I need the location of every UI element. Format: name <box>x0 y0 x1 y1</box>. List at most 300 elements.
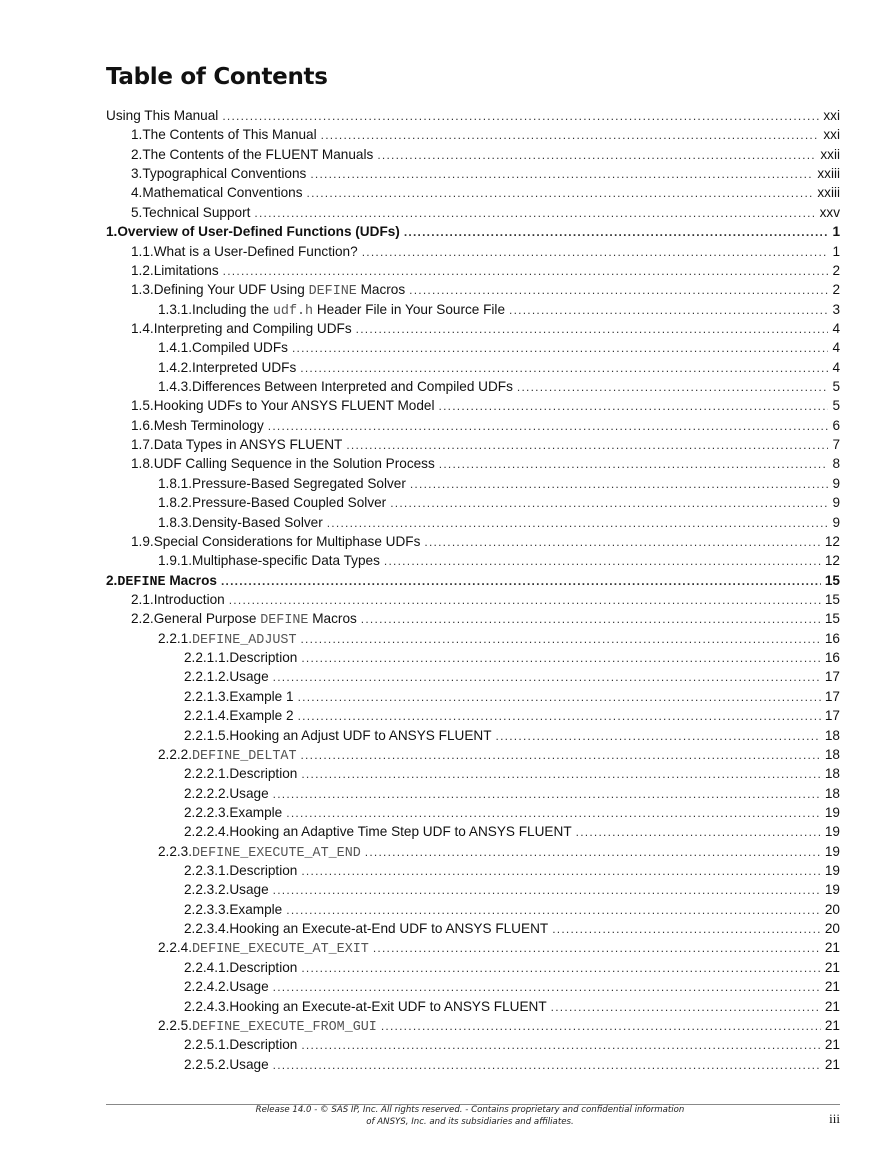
toc-entry-label: Mathematical Conventions <box>142 185 303 201</box>
toc-entry-page: 18 <box>824 785 840 801</box>
toc-entry-title <box>154 592 225 607</box>
toc-entry[interactable] <box>184 960 840 979</box>
toc-entry-number: 1.8.3. <box>158 514 193 530</box>
toc-entry-label: Usage <box>229 669 269 685</box>
footer-notice-line2: of ANSYS, Inc. and its subsidiaries and affiliates. <box>366 1116 574 1127</box>
toc-entry[interactable] <box>158 844 840 863</box>
toc-entry-label: Hooking an Execute-at-End UDF to ANSYS FLUENT <box>229 921 549 937</box>
toc-entry-number: 2.2.1.2. <box>184 669 230 685</box>
toc-entry-title <box>229 824 571 839</box>
toc-entry-label-suffix: Header File in Your Source File <box>313 301 506 317</box>
toc-entry-label: Hooking an Adaptive Time Step UDF to ANSYS FLUENT <box>229 824 572 840</box>
toc-dot-leader <box>327 516 829 530</box>
toc-entry-title <box>192 940 369 957</box>
toc-dot-leader <box>221 574 821 588</box>
toc-entry-page: 4 <box>832 340 840 356</box>
toc-dot-leader <box>410 477 829 491</box>
toc-dot-leader <box>404 225 829 239</box>
toc-entry-page: 1 <box>832 243 840 259</box>
toc-entry-number: 2.2.3.4. <box>184 921 230 937</box>
toc-entry-label: Pressure-Based Segregated Solver <box>192 475 406 491</box>
toc-entry-title <box>142 166 306 181</box>
toc-entry-page: 12 <box>824 553 840 569</box>
toc-entry-page: xxi <box>823 127 840 143</box>
toc-entry-page: 17 <box>824 688 840 704</box>
toc-dot-leader <box>384 554 821 568</box>
toc-entry-label: Usage <box>229 785 269 801</box>
toc-entry-title <box>229 863 297 878</box>
toc-dot-leader <box>552 922 821 936</box>
toc-entry-page: 5 <box>832 379 840 395</box>
toc-entry-page: 2 <box>832 262 840 278</box>
toc-dot-leader <box>268 419 829 433</box>
toc-entry-label: Limitations <box>153 262 219 278</box>
toc-dot-leader <box>509 303 828 317</box>
toc-entry-label: General Purpose <box>153 611 261 627</box>
toc-entry-label: Usage <box>229 1056 269 1072</box>
toc-entry-number: 1.4.1. <box>158 340 193 356</box>
toc-entry[interactable] <box>184 824 840 843</box>
toc-entry[interactable] <box>158 340 840 359</box>
toc-entry-label: Example 1 <box>229 688 294 704</box>
toc-dot-leader <box>365 845 821 859</box>
toc-entry-page: 21 <box>824 979 840 995</box>
toc-entry-label: Usage <box>229 979 269 995</box>
toc-dot-leader <box>301 651 821 665</box>
toc-dot-leader <box>301 1038 821 1052</box>
toc-entry-label-suffix: Macros <box>165 572 217 588</box>
toc-entry-number: 1.4.3. <box>158 379 193 395</box>
toc-dot-leader <box>361 612 821 626</box>
toc-entry-number: 1.9.1. <box>158 553 193 569</box>
toc-entry-title <box>154 282 405 299</box>
toc-entry-number: 1.3.1. <box>158 301 193 317</box>
toc-entry-page: xxi <box>823 108 840 123</box>
toc-dot-leader <box>439 457 829 471</box>
toc-entry-title <box>229 960 297 975</box>
toc-entry-title <box>142 127 316 142</box>
toc-entry-title <box>229 882 268 897</box>
toc-entry-page: 16 <box>824 650 840 666</box>
toc-entry-page: 19 <box>824 863 840 879</box>
toc-entry[interactable] <box>131 534 840 553</box>
toc-entry-title <box>154 418 264 433</box>
toc-entry-number: 2.2.1.5. <box>184 727 230 743</box>
toc-entry-number: 1.8.1. <box>158 475 193 491</box>
toc-entry[interactable] <box>184 902 840 921</box>
toc-entry-label: Special Considerations for Multiphase UDFs <box>153 533 421 549</box>
toc-entry-page: 21 <box>824 1017 840 1033</box>
toc-entry[interactable] <box>131 398 840 417</box>
toc-entry[interactable] <box>184 1057 840 1076</box>
toc-dot-leader <box>300 361 828 375</box>
toc-entry-label: Data Types in ANSYS FLUENT <box>153 437 343 453</box>
toc-entry[interactable] <box>158 379 840 398</box>
toc-entry-number: 2.2.2.3. <box>184 804 230 820</box>
toc-entry-number: 2.2.3.3. <box>184 901 230 917</box>
toc-entry-label: Mesh Terminology <box>153 417 264 433</box>
page-number: iii <box>829 1111 840 1126</box>
toc-entry[interactable] <box>184 669 840 688</box>
toc-entry-title <box>154 611 357 628</box>
toc-entry-page: 19 <box>824 824 840 840</box>
toc-entry-page: 15 <box>824 611 840 627</box>
toc-entry[interactable] <box>184 766 840 785</box>
toc-dot-leader <box>381 1019 821 1033</box>
toc-entry-page: 21 <box>824 959 840 975</box>
toc-entry-label: Example <box>229 804 283 820</box>
toc-entry-number: 1.8. <box>131 456 154 472</box>
toc-entry[interactable] <box>184 882 840 901</box>
toc-entry-number: 1.6. <box>131 417 154 433</box>
toc-entry-title <box>192 553 380 568</box>
toc-entry-code: DEFINE_DELTAT <box>192 748 297 764</box>
toc-dot-leader <box>356 322 829 336</box>
toc-entry[interactable] <box>158 553 840 572</box>
toc-entry[interactable] <box>106 224 840 243</box>
toc-entry-title <box>229 669 268 684</box>
toc-entry-label: Example <box>229 901 283 917</box>
toc-entry[interactable] <box>131 592 840 611</box>
toc-entry[interactable] <box>184 999 840 1018</box>
toc-entry[interactable] <box>184 650 840 669</box>
toc-entry-page: 3 <box>832 301 840 317</box>
toc-entry-title <box>192 747 296 764</box>
toc-entry-number: 2.2.1.3. <box>184 688 230 704</box>
toc-entry-number: 1.1. <box>131 243 154 259</box>
toc-dot-leader <box>298 709 821 723</box>
toc-entry-label: Pressure-Based Coupled Solver <box>192 495 387 511</box>
toc-entry-number: 5. <box>131 204 143 220</box>
toc-entry-title <box>229 805 282 820</box>
toc-entry-page: 21 <box>824 940 840 956</box>
toc-entry-page: 16 <box>824 630 840 646</box>
toc-entry[interactable] <box>158 747 840 766</box>
toc-entry[interactable] <box>131 282 840 301</box>
toc-entry-code: DEFINE <box>308 284 357 300</box>
toc-entry[interactable] <box>131 244 840 263</box>
toc-entry-label: Hooking an Execute-at-Exit UDF to ANSYS FLUENT <box>229 998 547 1014</box>
toc-dot-leader <box>301 961 821 975</box>
toc-entry-page: xxiii <box>817 185 840 201</box>
toc-entry-label: Using This Manual <box>106 108 219 123</box>
toc-entry-page: 4 <box>832 320 840 336</box>
toc-entry-number: 1. <box>131 127 143 143</box>
toc-entry-title <box>154 263 219 278</box>
toc-entry-title <box>192 515 323 530</box>
toc-entry[interactable] <box>184 728 840 747</box>
toc-dot-leader <box>373 941 821 955</box>
toc-entry[interactable] <box>158 360 840 379</box>
toc-entry[interactable] <box>131 321 840 340</box>
toc-entry-number: 2.2.2. <box>158 746 193 762</box>
toc-entry-page: 19 <box>824 882 840 898</box>
toc-entry-title <box>192 495 386 510</box>
toc-entry-page: 21 <box>824 1056 840 1072</box>
toc-entry-label: Usage <box>229 882 269 898</box>
toc-entry[interactable] <box>184 979 840 998</box>
toc-entry-title <box>192 340 288 355</box>
toc-entry-label: Description <box>229 766 298 782</box>
toc-entry-page: 15 <box>824 572 840 588</box>
toc-dot-leader <box>223 264 829 278</box>
toc-entry[interactable] <box>131 611 840 630</box>
toc-dot-leader <box>273 787 821 801</box>
toc-entry-number: 2.2.2.1. <box>184 766 230 782</box>
toc-entry[interactable] <box>184 863 840 882</box>
toc-entry-title <box>229 786 268 801</box>
toc-dot-leader <box>362 245 829 259</box>
toc-entry-label: Density-Based Solver <box>192 514 323 530</box>
toc-entry[interactable] <box>184 805 840 824</box>
toc-entry[interactable] <box>158 302 840 321</box>
toc-entry[interactable] <box>184 689 840 708</box>
toc-entry-page: 17 <box>824 708 840 724</box>
toc-entry-page: 18 <box>824 727 840 743</box>
footer-notice <box>230 1105 710 1128</box>
toc-entry-page: 12 <box>824 533 840 549</box>
toc-entry-page: xxv <box>819 204 840 220</box>
toc-entry[interactable] <box>106 573 840 592</box>
toc-entry-number: 1.8.2. <box>158 495 193 511</box>
toc-entry-title <box>229 650 297 665</box>
toc-entry[interactable] <box>131 127 840 146</box>
toc-dot-leader <box>496 729 821 743</box>
toc-dot-leader <box>551 1000 821 1014</box>
toc-entry[interactable] <box>131 147 840 166</box>
toc-entry-code: DEFINE_EXECUTE_FROM_GUI <box>192 1019 377 1035</box>
toc-entry-title <box>142 147 373 162</box>
toc-entry[interactable] <box>184 708 840 727</box>
toc-dot-leader <box>229 593 821 607</box>
toc-entry-page: 15 <box>824 592 840 607</box>
toc-entry-label: Interpreted UDFs <box>192 359 297 375</box>
toc-entry-label: Hooking UDFs to Your ANSYS FLUENT Model <box>153 398 435 414</box>
toc-entry-number: 2.2.4.1. <box>184 959 230 975</box>
toc-entry-title <box>154 321 352 336</box>
toc-entry-page: 5 <box>832 398 840 414</box>
toc-entry-page: 4 <box>832 359 840 375</box>
toc-entry-title <box>192 631 296 648</box>
toc-entry[interactable] <box>184 921 840 940</box>
toc-entry-number: 1.3. <box>131 282 154 298</box>
toc-dot-leader <box>310 167 813 181</box>
toc-entry-number: 2.2.5.1. <box>184 1037 230 1053</box>
toc-entry-page: 9 <box>832 514 840 530</box>
toc-entry-code: DEFINE <box>260 613 309 629</box>
toc-entry-code: DEFINE_ADJUST <box>192 632 297 648</box>
toc-entry-number: 2.2.1. <box>158 630 193 646</box>
toc-entry-page: 1 <box>832 224 840 240</box>
toc-entry[interactable] <box>131 456 840 475</box>
toc-entry-title <box>229 979 268 994</box>
toc-entry-page: 17 <box>824 669 840 685</box>
toc-dot-leader <box>439 399 829 413</box>
toc-entry-label: Introduction <box>153 592 225 607</box>
toc-entry-title <box>106 108 218 123</box>
toc-entry-number: 2.2.3.1. <box>184 863 230 879</box>
toc-dot-leader <box>576 825 821 839</box>
toc-entry[interactable] <box>158 515 840 534</box>
toc-entry-number: 2.2.1.4. <box>184 708 230 724</box>
toc-entry-number: 1. <box>106 224 118 240</box>
toc-dot-leader <box>301 864 821 878</box>
toc-entry-number: 2.1. <box>131 592 154 607</box>
toc-entry-number: 3. <box>131 166 143 182</box>
toc-entry-number: 1.9. <box>131 533 154 549</box>
toc-dot-leader <box>321 128 820 142</box>
toc-dot-leader <box>409 283 828 297</box>
toc-entry-label: Including the <box>192 301 273 317</box>
toc-entry-label: Compiled UDFs <box>192 340 288 356</box>
toc-entry-label: Technical Support <box>142 204 251 220</box>
toc-entry[interactable] <box>131 166 840 185</box>
toc-dot-leader <box>273 980 821 994</box>
toc-dot-leader <box>377 148 816 162</box>
toc-dot-leader <box>390 496 828 510</box>
toc-entry-number: 1.2. <box>131 262 154 278</box>
toc-dot-leader <box>254 206 815 220</box>
toc-entry[interactable] <box>158 1018 840 1037</box>
toc-dot-leader <box>300 632 820 646</box>
toc-entry-title <box>229 902 282 917</box>
toc-entry-number: 2.2.3. <box>158 843 193 859</box>
toc-entry-title <box>192 360 296 375</box>
toc-entry[interactable] <box>184 786 840 805</box>
toc-entry-page: 21 <box>824 1037 840 1053</box>
toc-entry-number: 2.2.4.3. <box>184 998 230 1014</box>
toc-entry-title <box>192 379 513 394</box>
toc-entry-label: Description <box>229 1037 298 1053</box>
toc-dot-leader <box>517 380 829 394</box>
toc-entry-label-suffix: Macros <box>308 611 357 627</box>
toc-entry-title <box>154 244 358 259</box>
toc-entry-title <box>229 999 546 1014</box>
toc-dot-leader <box>273 883 821 897</box>
toc-entry-page: xxiii <box>817 166 840 182</box>
toc-entry-page: 2 <box>832 282 840 298</box>
toc-entry-code: udf.h <box>272 303 314 319</box>
toc-dot-leader <box>300 748 820 762</box>
toc-entry-label: Typographical Conventions <box>142 166 307 182</box>
toc-entry-page: 18 <box>824 746 840 762</box>
toc-entry[interactable] <box>131 418 840 437</box>
toc-entry-number: 2.2.5.2. <box>184 1056 230 1072</box>
toc-entry-title <box>154 437 343 452</box>
toc-entry-title <box>192 844 361 861</box>
toc-entry-number: 2.2.4.2. <box>184 979 230 995</box>
toc-entry-title <box>192 476 406 491</box>
toc-entry[interactable] <box>158 495 840 514</box>
toc-entry[interactable] <box>158 940 840 959</box>
toc-entry-number: 2.2.2.4. <box>184 824 230 840</box>
toc-entry[interactable] <box>158 631 840 650</box>
toc-entry-title <box>117 224 400 239</box>
toc-entry[interactable] <box>131 263 840 282</box>
toc-entry[interactable] <box>106 108 840 127</box>
toc-entry-title <box>154 534 421 549</box>
toc-entry-title <box>229 921 548 936</box>
toc-entry-label: Multiphase-specific Data Types <box>192 553 380 569</box>
toc-entry-number: 2.2.3.2. <box>184 882 230 898</box>
toc-entry-page: 20 <box>824 901 840 917</box>
toc-entry-title <box>192 1018 377 1035</box>
toc-entry-page: 9 <box>832 495 840 511</box>
toc-entry-page: 9 <box>832 475 840 491</box>
toc-entry-title <box>154 456 435 471</box>
toc-entry-label: Description <box>229 959 298 975</box>
toc-dot-leader <box>424 535 820 549</box>
toc-entry[interactable] <box>158 476 840 495</box>
toc-entry-number: 1.4.2. <box>158 359 193 375</box>
toc-entry-number: 4. <box>131 185 143 201</box>
toc-entry-label: Defining Your UDF Using <box>153 282 309 298</box>
toc-entry-code: DEFINE_EXECUTE_AT_END <box>192 845 361 861</box>
toc-entry-label-suffix: Macros <box>356 282 406 298</box>
toc-entry-label: Description <box>229 650 298 666</box>
toc-entry-label: Differences Between Interpreted and Compiled UDFs <box>192 379 513 395</box>
toc-entry-title <box>229 1057 268 1072</box>
page-title: Table of Contents <box>106 64 328 90</box>
toc-entry[interactable] <box>131 437 840 456</box>
toc-entry-title <box>154 398 435 413</box>
toc-entry-page: 18 <box>824 766 840 782</box>
toc-dot-leader <box>273 670 821 684</box>
toc-entry-number: 2.2.5. <box>158 1017 193 1033</box>
toc-entry-number: 1.5. <box>131 398 154 414</box>
toc-dot-leader <box>346 438 828 452</box>
toc-entry-page: 19 <box>824 843 840 859</box>
toc-entry[interactable] <box>184 1037 840 1056</box>
toc-entry-label: Interpreting and Compiling UDFs <box>153 320 352 336</box>
toc-entry-label: Overview of User-Defined Functions (UDFs) <box>117 224 400 240</box>
toc-entry-title <box>229 766 297 781</box>
toc-entry-page: 21 <box>824 998 840 1014</box>
toc-entry-label: UDF Calling Sequence in the Solution Process <box>153 456 435 472</box>
toc-entry-title <box>229 708 293 723</box>
toc-entry-title <box>229 689 293 704</box>
toc-entry[interactable] <box>131 185 840 204</box>
toc-dot-leader <box>301 767 821 781</box>
toc-entry-title <box>142 185 302 200</box>
toc-entry-page: 19 <box>824 804 840 820</box>
toc-entry-label: Description <box>229 863 298 879</box>
toc-entry-code: DEFINE_EXECUTE_AT_EXIT <box>192 942 369 958</box>
footer-notice-line1: Release 14.0 - © SAS IP, Inc. All rights reserved. - Contains proprietary and confidential information <box>255 1105 685 1115</box>
toc-entry-number: 1.7. <box>131 437 154 453</box>
toc-entry-label: The Contents of This Manual <box>142 127 317 143</box>
toc-dot-leader <box>286 903 821 917</box>
toc-entry-number: 2.2.2.2. <box>184 785 230 801</box>
toc-entry-page: 6 <box>832 417 840 433</box>
toc-entry-label: What is a User-Defined Function? <box>153 243 358 259</box>
toc-entry-label: Hooking an Adjust UDF to ANSYS FLUENT <box>229 727 492 743</box>
toc-dot-leader <box>298 690 821 704</box>
toc-dot-leader <box>286 806 821 820</box>
toc-entry-page: 8 <box>832 456 840 472</box>
toc-entry-number: 2.2.4. <box>158 940 193 956</box>
toc-dot-leader <box>222 109 819 123</box>
toc-entry[interactable] <box>131 205 840 224</box>
toc-entry-number: 2.2.1.1. <box>184 650 230 666</box>
toc-entry-page: xxii <box>820 146 840 162</box>
toc-dot-leader <box>273 1058 821 1072</box>
toc-entry-page: 7 <box>832 437 840 453</box>
toc-entry-page: 20 <box>824 921 840 937</box>
toc-entry-number: 2.2. <box>131 611 154 627</box>
toc-entry-label: Example 2 <box>229 708 294 724</box>
toc-entry-number: 2. <box>106 572 118 588</box>
